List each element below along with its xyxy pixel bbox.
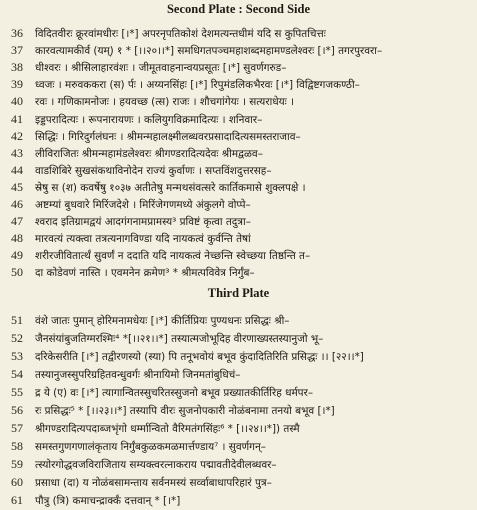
inscription-line: [0, 111, 477, 129]
line-text: श्वराद इतिग्रामद्वयं आदगंगनामप्रामस्य³ प्रविष्टं कृत्वा तदुत्रा–: [35, 216, 251, 229]
line-number: 51: [11, 313, 23, 327]
line-number: 36: [11, 26, 23, 40]
line-text: अष्टम्यां बुधवारे मिरिंजदेशे । मिरिंजेगणमध्ये अंकुलगे वोप्पे–: [35, 199, 251, 211]
line-number: 52: [11, 331, 23, 345]
inscription-line: [0, 25, 477, 43]
inscription-line: [0, 420, 477, 438]
inscription-line: [0, 247, 477, 265]
inscription-line: [0, 93, 477, 111]
line-text: द्र ये (ए) वः [।*] त्यागान्वितस्सुचरितस्सुजनो बभूव प्रख्यातकीर्तिरिह धर्मपर–: [35, 387, 314, 399]
line-number: 49: [11, 248, 23, 263]
inscription-line: [0, 312, 477, 330]
line-text: तस्यानुजस्सुपरिग्रहितवन्धुवर्गः श्रीनायिमो जिनमतांबुधिचं–: [35, 369, 241, 381]
line-number: 50: [11, 265, 23, 280]
inscription-line: [0, 59, 477, 77]
inscription-line: [0, 264, 477, 282]
line-text: धीश्वरः । श्रीसिलाहारवंशः । जीमूतवाहनान्वयप्रसूतः [।*] सुवर्णगरुड–: [35, 62, 287, 75]
line-text: पौत्रु (त्रि) कमाचन्द्रार्क्कं दत्तवान् * [।*]: [35, 495, 181, 507]
inscription-line: [0, 145, 477, 163]
inscription-line: [0, 456, 477, 474]
line-text: स्रेषु स (श) कवर्षेषु १०३७ अतीतेषु मन्मथसंवत्सरे कार्तिकमासे शुक्लपक्षे ।: [35, 181, 306, 194]
line-text: शरीरजीवितार्त्थं सुवर्णं न ददाति यदि नायकत्वं नेच्छन्ति स्वेच्छया तिष्ठन्ति त–: [35, 250, 311, 263]
inscription-line: [0, 348, 477, 366]
line-number: 38: [11, 60, 23, 75]
line-number: 41: [11, 111, 23, 126]
line-text: वंशे जातः पुमान् होरिमनामधेयः [।*] कीर्तिप्रियः पुण्यधनः प्रसिद्धः श्री–: [35, 315, 290, 327]
line-number: 42: [11, 128, 23, 143]
section-heading-third-plate: Third Plate: [207, 286, 270, 300]
line-text: कारवत्यामकीर्व (यम्) १ * [।।२०।।*] समधिगतपञ्चमहाशब्दमहामण्डलेश्वरः [।*] तगरपुरवरा–: [35, 45, 383, 58]
line-number: 57: [11, 421, 23, 435]
inscription-line: [0, 438, 477, 456]
line-text: दा कोडेवणं नास्ति । एवमनेन क्रमेण³ * श्रीमत्पविवेत्र निर्गुंब–: [35, 267, 255, 280]
inscription-line: [0, 162, 477, 180]
line-number: 60: [11, 475, 23, 489]
section-heading-second-side: Second Plate : Second Side: [166, 2, 311, 16]
inscription-line: [0, 76, 477, 94]
line-text: ध्वजः । मरुवककरा (स) र्पः । अय्यनसिंहः [।*] रिपुमंडलिकभैरवः [।*] विद्विष्टगजकण्ठी–: [35, 79, 360, 92]
line-number: 54: [11, 367, 23, 381]
line-number: 37: [11, 43, 23, 58]
line-text: समस्तगुणगणालंकृताय निर्गुंबकुळकमळमार्त्तण्डाय⁷ । सुवर्णगन्–: [35, 441, 266, 453]
line-number: 39: [11, 77, 23, 92]
line-number: 53: [11, 349, 23, 363]
line-number: 45: [11, 179, 23, 194]
line-number: 40: [11, 94, 23, 109]
line-text: जैनसंयांबुजतिग्मरश्मिः⁴ *[।।२१।।*] तस्यात्मजोभूदिह वीरणाख्यस्तस्यानुजो भू–: [35, 333, 324, 345]
inscription-line: [0, 474, 477, 492]
line-number: 59: [11, 457, 23, 471]
line-number: 48: [11, 231, 23, 246]
line-text: लीविराजितः श्रीमन्महामंडलेश्वरः श्रीगण्डरादित्यदेवः श्रीमद्वळव–: [35, 147, 263, 160]
line-number: 43: [11, 145, 23, 160]
line-text: प्रसाधा (दा) य नोळंबसामन्ताय सर्वनमस्यं सर्व्वाबाधापरिहारं पुत्र–: [35, 477, 272, 489]
line-text: श्रीगण्डरादित्यपदाब्जभृंगो धर्म्मान्वितो वैरिमतंगसिंहः⁶ * [।।२४।।*]) तस्मै: [35, 423, 300, 435]
inscription-line: [0, 42, 477, 60]
inscription-line: [0, 196, 477, 214]
line-text: रः प्रसिद्धः⁵ * [।।२३।।*] तस्यापि वीरः सुजनोपकारी नोळंबनामा तनयो बभूव [।*]: [35, 405, 335, 417]
line-number: 44: [11, 162, 23, 177]
line-number: 55: [11, 385, 23, 399]
line-text: वाडशिबिरे सुखसंकथाविनोदेन राज्यं कुर्वाणः । सप्तविंशदुत्तरसह–: [35, 164, 272, 177]
line-number: 47: [11, 214, 23, 229]
line-number: 58: [11, 439, 23, 453]
inscription-line: [0, 213, 477, 231]
inscription-line: [0, 330, 477, 348]
line-text: त्स्योरगोद्धवजविराजिताय सम्यक्त्वरत्नाकराय पद्मावतीदेवीलब्धवर–: [35, 459, 277, 471]
line-number: 56: [11, 403, 23, 417]
inscription-line: [0, 128, 477, 146]
inscription-line: [0, 179, 477, 197]
inscription-line: [0, 230, 477, 248]
inscription-line: [0, 366, 477, 384]
inscription-line: [0, 402, 477, 420]
line-text: दरिकेसरीति [।*] तद्वीरणस्यो (स्या) पि तनूभवोयं बभूव कुंदादितिरिति प्रसिद्धः ।। [२२।।*]: [35, 351, 364, 363]
line-text: इड्डपरादित्यः । रूपनारायणः । कलियुगविक्रमादित्यः । शनिवार–: [35, 113, 263, 126]
line-text: विदितवीरः क्रूरवांमधीरः [।*] अपरनृपतिकोशं देशमत्यन्तधीमं यदि स कुपितचित्तः: [35, 28, 326, 40]
line-text: सिद्धिः । गिरिदुर्गलंघनः । श्रीमन्महालक्ष्मीलब्धवरप्रसादादित्यसमस्तराजाव–: [35, 130, 301, 143]
line-text: रवः । गणिकामनोजः । हयवच्छ (त्स) राजः । शौचगांगेयः । सत्यराधेयः ।: [35, 96, 295, 109]
inscription-line: [0, 492, 477, 510]
line-text: मारवत्यं त्यक्त्वा तत्रत्यनागविण्डा यदि नायकत्वं कुर्वन्ति तेषां: [35, 233, 251, 246]
inscription-line: [0, 384, 477, 402]
line-number: 46: [11, 197, 23, 211]
line-number: 61: [11, 493, 23, 507]
